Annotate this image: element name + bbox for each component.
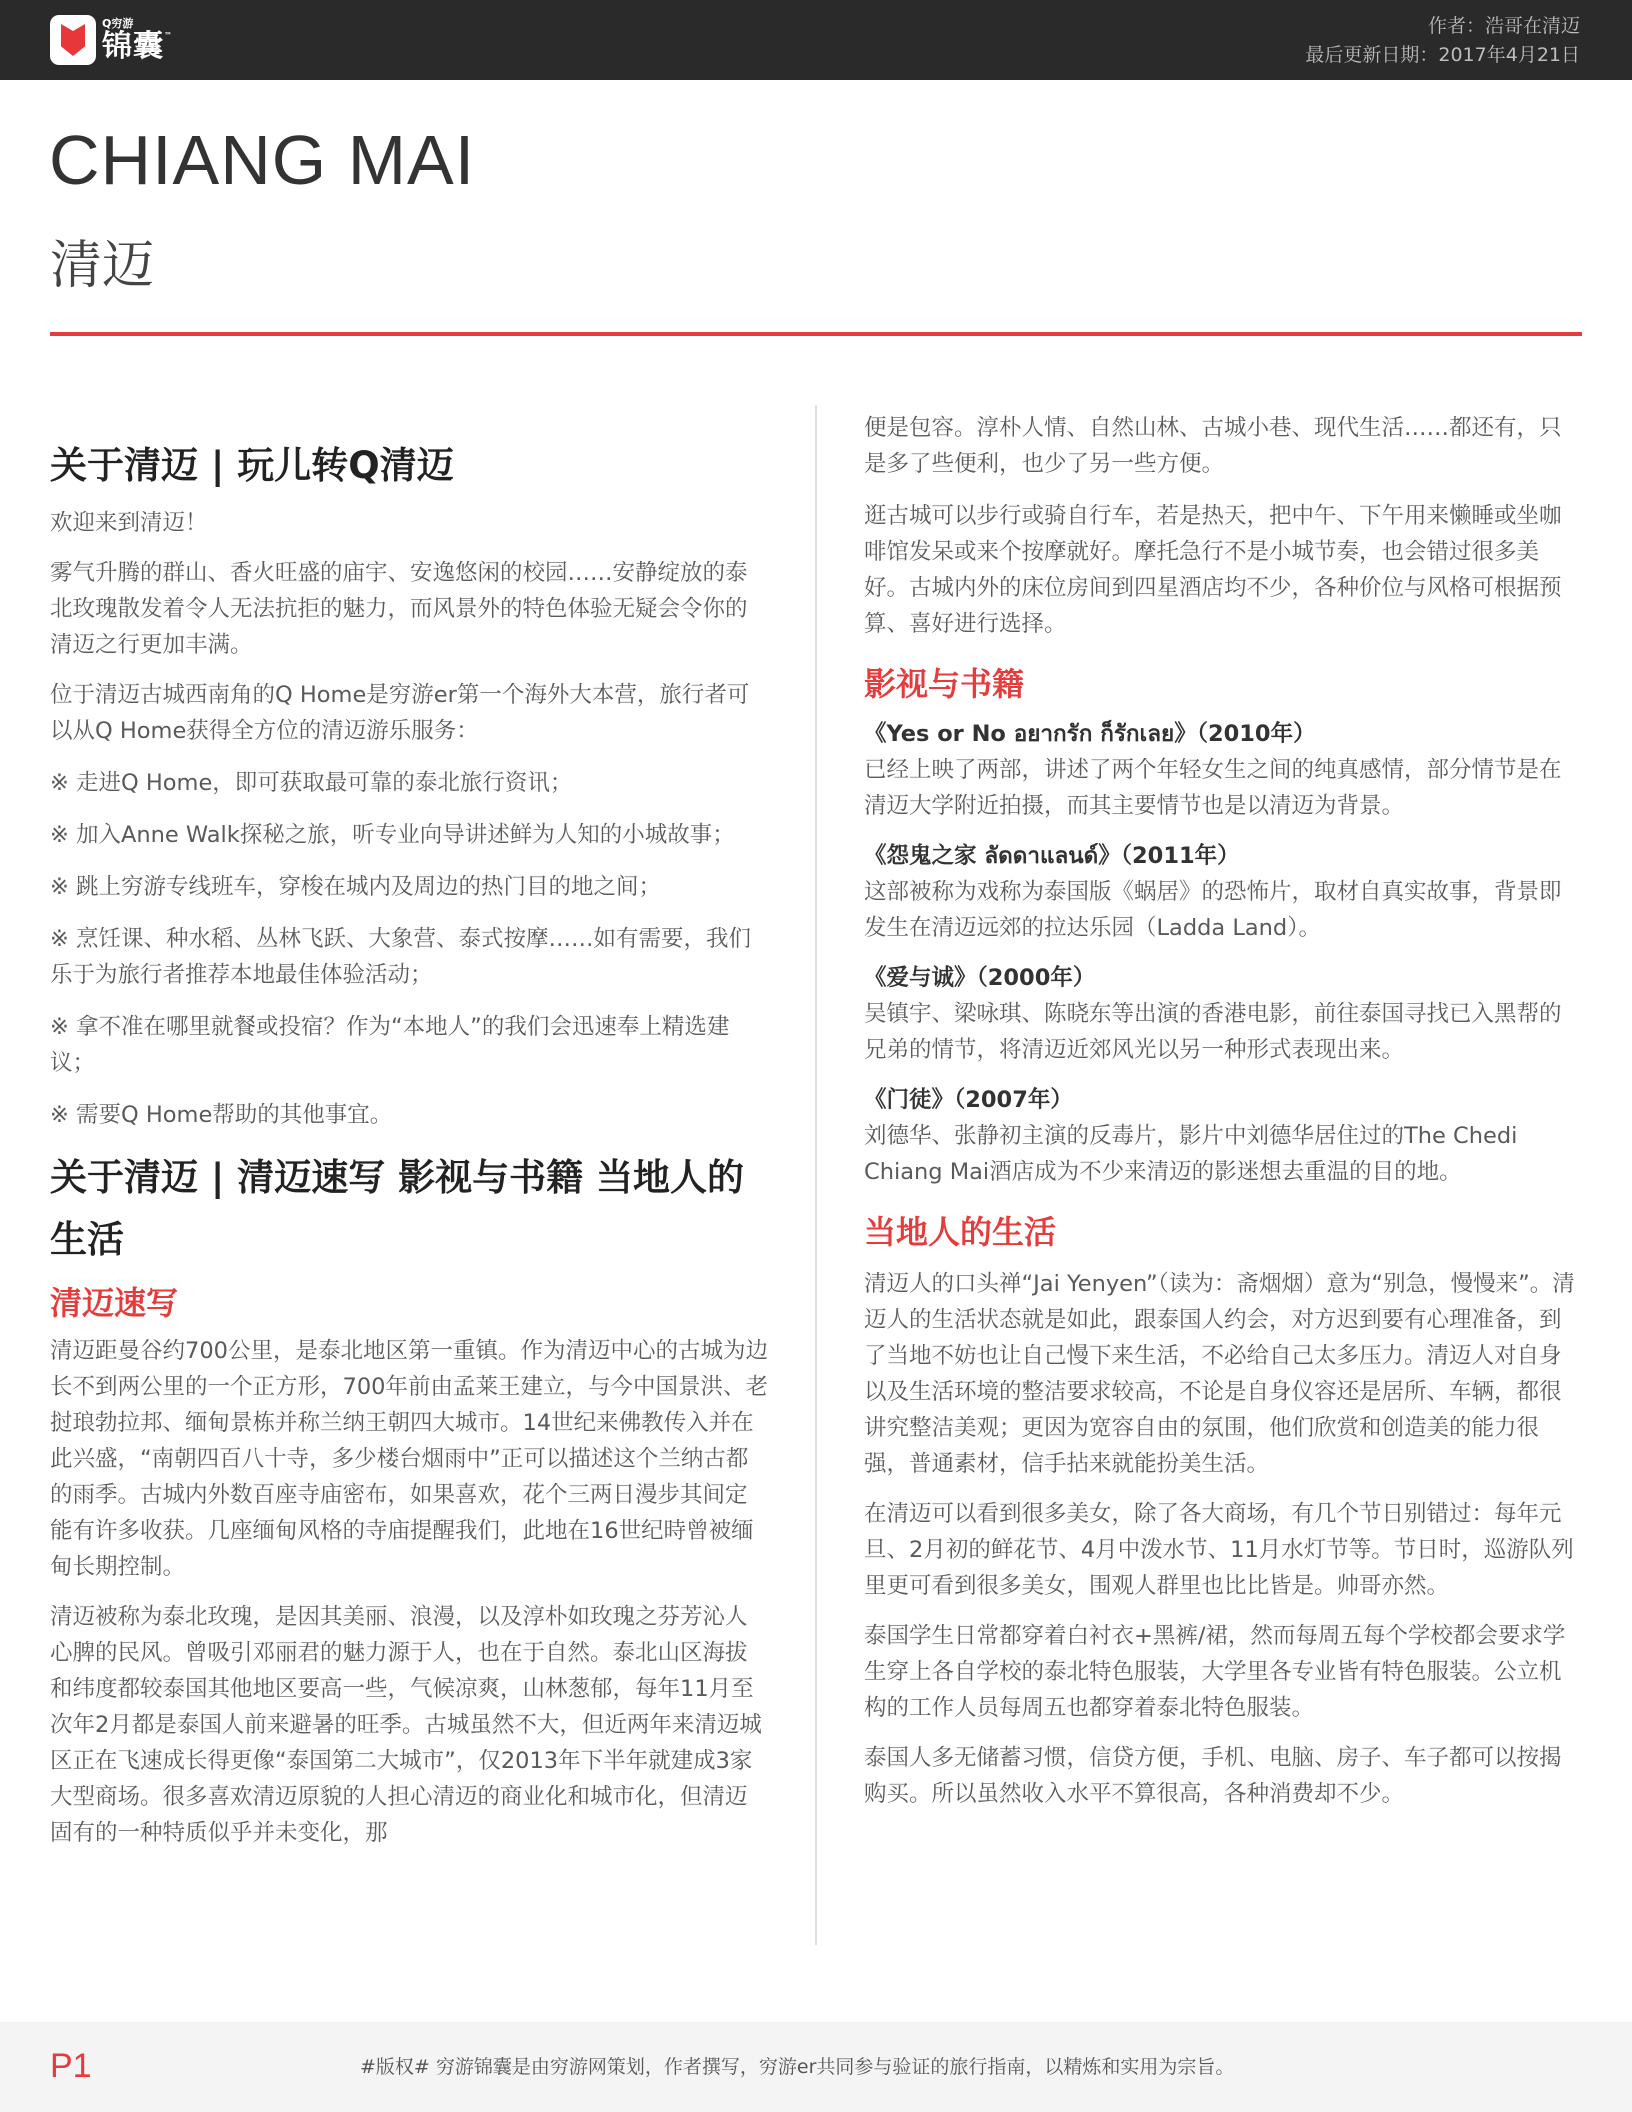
list-item: ※ 拿不准在哪里就餐或投宿？作为“本地人”的我们会迅速奉上精选建议；	[50, 1014, 730, 1076]
updated-date: 最后更新日期：2017年4月21日	[1305, 44, 1580, 66]
section-heading-sketch: 关于清迈 | 清迈速写 影视与书籍 当地人的生活	[50, 1156, 745, 1261]
left-column	[50, 400, 768, 1851]
subheading-sketch: 清迈速写	[50, 1284, 179, 1322]
page-title-english: CHIANG MAI	[49, 121, 476, 199]
header-bar	[0, 0, 1632, 80]
page-footer	[0, 2022, 1632, 2112]
author-line: 作者：浩哥在清迈	[1427, 15, 1580, 37]
paragraph: 便是包容。淳朴人情、自然山林、古城小巷、现代生活……都还有，只是多了些便利，也少了另一些方便。	[864, 415, 1562, 477]
paragraph: 清迈被称为泰北玫瑰，是因其美丽、浪漫，以及淳朴如玫瑰之芬芳沁人心脾的民风。曾吸引邓丽君的魅力源于人，也在于自然。泰北山区海拔和纬度都较泰国其他地区要高一些，气候凉爽，山林葱郁，每年11月至次年2月都是泰国人前来避暑的旺季。古城虽然不大，但近两年来清迈城区正在飞速成长得更像“泰国第二大城市”，仅2013年下半年就建成3家大型商场。很多喜欢清迈原貌的人担心清迈的商业化和城市化，但清迈固有的一种特质似乎并未变化，那	[50, 1604, 762, 1846]
list-item: ※ 跳上穷游专线班车，穿梭在城内及周边的热门目的地之间；	[50, 874, 662, 900]
logo-small-text: Q穷游	[102, 17, 134, 30]
column-divider	[815, 405, 817, 1945]
subheading-films: 影视与书籍	[864, 665, 1025, 703]
list-item: ※ 走进Q Home，即可获取最可靠的泰北旅行资讯；	[50, 770, 573, 796]
right-column	[864, 400, 1582, 1812]
page-title-chinese: 清迈	[50, 236, 155, 296]
logo-shield-icon	[50, 15, 96, 65]
film-description: 已经上映了两部，讲述了两个年轻女生之间的纯真感情，部分情节是在清迈大学附近拍摄，而其主要情节也是以清迈为背景。	[864, 757, 1562, 819]
subheading-local-life: 当地人的生活	[864, 1213, 1057, 1251]
film-title: 《爱与诚》（2000年）	[864, 965, 1096, 991]
film-description: 刘德华、张静初主演的反毒片，影片中刘德华居住过的The Chedi Chiang Mai酒店成为不少来清迈的影迷想去重温的目的地。	[864, 1123, 1518, 1185]
paragraph: 清迈距曼谷约700公里，是泰北地区第一重镇。作为清迈中心的古城为边长不到两公里的一个正方形，700年前由孟莱王建立，与今中国景洪、老挝琅勃拉邦、缅甸景栋并称兰纳王朝四大城市。14世纪来佛教传入并在此兴盛，“南朝四百八十寺，多少楼台烟雨中”正可以描述这个兰纳古都的雨季。古城内外数百座寺庙密布，如果喜欢，花个三两日漫步其间定能有许多收获。几座缅甸风格的寺庙提醒我们，此地在16世纪時曾被缅甸长期控制。	[50, 1338, 768, 1580]
logo-big-text: 锦囊™	[102, 29, 173, 64]
film-title: 《怨鬼之家 ลัดดาแลนด์》（2011年）	[864, 843, 1240, 869]
film-title: 《门徒》（2007年）	[864, 1087, 1073, 1113]
logo-wordmark	[102, 18, 173, 62]
list-item: ※ 加入Anne Walk探秘之旅，听专业向导讲述鲜为人知的小城故事；	[50, 822, 735, 848]
paragraph: 清迈人的口头禅“Jai Yenyen”（读为：斋烟烟）意为“别急，慢慢来”。清迈人的生活状态就是如此，跟泰国人约会，对方迟到要有心理准备，到了当地不妨也让自己慢下来生活，不必给自己太多压力。清迈人对自身以及生活环境的整洁要求较高，不论是自身仪容还是居所、车辆，都很讲究整洁美观；更因为宽容自由的氛围，他们欣赏和创造美的能力很强，普通素材，信手拈来就能扮美生活。	[864, 1271, 1575, 1477]
paragraph: 雾气升腾的群山、香火旺盛的庙宇、安逸悠闲的校园……安静绽放的泰北玫瑰散发着令人无法抗拒的魅力，而风景外的特色体验无疑会令你的清迈之行更加丰满。	[50, 560, 748, 658]
paragraph: 逛古城可以步行或骑自行车，若是热天，把中午、下午用来懒睡或坐咖啡馆发呆或来个按摩就好。摩托急行不是小城节奏，也会错过很多美好。古城内外的床位房间到四星酒店均不少，各种价位与风格可根据预算、喜好进行选择。	[864, 503, 1562, 637]
paragraph: 泰国人多无储蓄习惯，信贷方便，手机、电脑、房子、车子都可以按揭购买。所以虽然收入水平不算很高，各种消费却不少。	[864, 1745, 1562, 1807]
title-divider	[50, 332, 1582, 336]
page-number: P1	[50, 2047, 92, 2085]
copyright-note: #版权# 穷游锦囊是由穷游网策划，作者撰写，穷游er共同参与验证的旅行指南，以精炼和实用为宗旨。	[360, 2056, 1235, 2078]
paragraph: 欢迎来到清迈！	[50, 510, 208, 536]
paragraph: 泰国学生日常都穿着白衬衣+黑裤/裙，然而每周五每个学校都会要求学生穿上各自学校的泰北特色服装，大学里各专业皆有特色服装。公立机构的工作人员每周五也都穿着泰北特色服装。	[864, 1623, 1566, 1721]
section-heading-about: 关于清迈 | 玩儿转Q清迈	[50, 444, 454, 487]
list-item: ※ 烹饪课、种水稻、丛林飞跃、大象营、泰式按摩……如有需要，我们乐于为旅行者推荐本地最佳体验活动；	[50, 926, 752, 988]
guide-meta	[1305, 12, 1580, 70]
film-description: 这部被称为戏称为泰国版《蜗居》的恐怖片，取材自真实故事，背景即发生在清迈远郊的拉达乐园（Ladda Land）。	[864, 879, 1562, 941]
film-description: 吴镇宇、梁咏琪、陈晓东等出演的香港电影，前往泰国寻找已入黑帮的兄弟的情节，将清迈近郊风光以另一种形式表现出来。	[864, 1001, 1562, 1063]
brand-logo[interactable]	[50, 15, 173, 65]
paragraph: 在清迈可以看到很多美女，除了各大商场，有几个节日别错过：每年元旦、2月初的鲜花节、4月中泼水节、11月水灯节等。节日时，巡游队列里更可看到很多美女，围观人群里也比比皆是。帅哥亦然。	[864, 1501, 1574, 1599]
film-title: 《Yes or No อยากรัก ก็รักเลย》（2010年）	[864, 721, 1316, 747]
list-item: ※ 需要Q Home帮助的其他事宜。	[50, 1102, 393, 1128]
paragraph: 位于清迈古城西南角的Q Home是穷游er第一个海外大本营，旅行者可以从Q Home获得全方位的清迈游乐服务：	[50, 682, 750, 744]
